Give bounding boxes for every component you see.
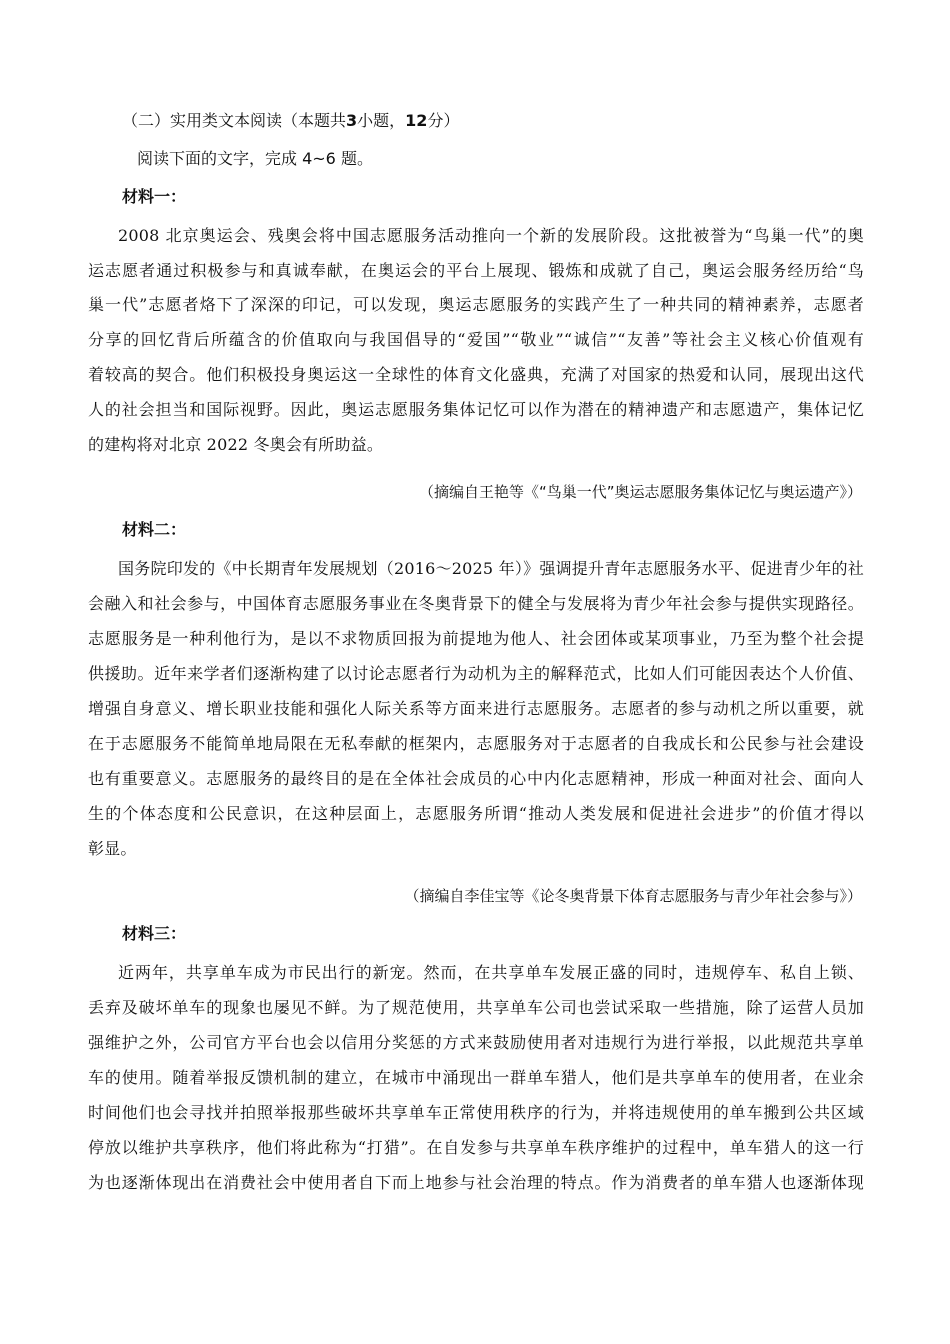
material-1-line: 运志愿者通过积极参与和真诚奉献，在奥运会的平台上展现、锻炼和成就了自己，奥运会服务经历给“鸟 <box>88 261 864 280</box>
material-1-line: 巢一代”志愿者烙下了深深的印记，可以发现，奥运志愿服务的实践产生了一种共同的精神素养，志愿者 <box>88 295 864 314</box>
instruction-prefix: 阅读下面的文字，完成 <box>137 149 303 168</box>
material-2-line: 志愿服务是一种利他行为，是以不求物质回报为前提地为他人、社会团体或某项事业，乃至为整个社会提 <box>88 629 864 648</box>
material-2-line: 彰显。 <box>88 839 137 858</box>
material-3-line: 车的使用。随着举报反馈机制的建立，在城市中涌现出一群单车猎人，他们是共享单车的使用者，在业余 <box>88 1068 864 1087</box>
material-1-line: 人的社会担当和国际视野。因此，奥运志愿服务集体记忆可以作为潜在的精神遗产和志愿遗产，集体记忆 <box>88 400 864 419</box>
material-1-line: 分享的回忆背后所蕴含的价值取向与我国倡导的“爱国”“敬业”“诚信”“友善”等社会主义核心价值观有 <box>88 330 864 349</box>
material-1-line: 的建构将对北京 2022 冬奥会有所助益。 <box>88 435 384 454</box>
material-2-line: 在于志愿服务不能简单地局限在无私奉献的框架内，志愿服务对于志愿者的自我成长和公民参与社会建设 <box>88 734 864 753</box>
material-2-title: 材料二： <box>122 520 187 539</box>
section-header-suffix: 分） <box>427 111 460 130</box>
material-3-line: 时间他们也会寻找并拍照举报那些破坏共享单车正常使用秩序的行为，并将违规使用的单车搬到公共区域 <box>88 1103 864 1122</box>
material-2-line: 也有重要意义。志愿服务的最终目的是在全体社会成员的心中内化志愿精神，形成一种面对社会、面向人 <box>88 769 864 788</box>
material-3-line: 近两年，共享单车成为市民出行的新宠。然而，在共享单车发展正盛的同时，违规停车、私自上锁、 <box>118 963 864 982</box>
material-2-line: 增强自身意义、增长职业技能和强化人际关系等方面来进行志愿服务。志愿者的参与动机之所以重要，就 <box>88 699 864 718</box>
material-2-line: 生的个体态度和公民意识，在这种层面上，志愿服务所谓“推动人类发展和促进社会进步”的价值才得以 <box>88 804 864 823</box>
section-header-points: 12 <box>405 111 428 130</box>
material-3-title: 材料三： <box>122 924 187 943</box>
instruction-suffix: 题。 <box>335 149 373 168</box>
material-3-line: 停放以维护共享秩序，他们将此称为“打猎”。在自发参与共享单车秩序维护的过程中，单车猎人的这一行 <box>88 1138 864 1157</box>
section-header-count: 3 <box>346 111 358 130</box>
material-3-line: 丢弃及破坏单车的现象也屡见不鲜。为了规范使用，共享单车公司也尝试采取一些措施，除了运营人员加 <box>88 998 864 1017</box>
material-2-source: （摘编自李佳宝等《论冬奥背景下体育志愿服务与青少年社会参与》） <box>404 887 862 905</box>
material-3-line: 为也逐渐体现出在消费社会中使用者自下而上地参与社会治理的特点。作为消费者的单车猎人也逐渐体现 <box>88 1173 864 1192</box>
material-1-line: 2008 北京奥运会、残奥会将中国志愿服务活动推向一个新的发展阶段。这批被誉为“鸟巢一代”的奥 <box>118 226 864 245</box>
instruction-range: 4~6 <box>302 149 336 168</box>
section-header-middle: 小题， <box>357 111 406 130</box>
material-3-line: 强维护之外，公司官方平台也会以信用分奖惩的方式来鼓励使用者对违规行为进行举报，以此规范共享单 <box>88 1033 864 1052</box>
material-1-source: （摘编自王艳等《“鸟巢一代”奥运志愿服务集体记忆与奥运遗产》） <box>418 483 862 501</box>
material-2-line: 会融入和社会参与，中国体育志愿服务事业在冬奥背景下的健全与发展将为青少年社会参与提供实现路径。 <box>88 594 864 613</box>
material-2-line: 供援助。近年来学者们逐渐构建了以讨论志愿者行为动机为主的解释范式，比如人们可能因表达个人价值、 <box>88 664 864 683</box>
material-2-line: 国务院印发的《中长期青年发展规划（2016～2025 年）》强调提升青年志愿服务水平、促进青少年的社 <box>118 559 864 578</box>
material-1-line: 着较高的契合。他们积极投身奥运这一全球性的体育文化盛典，充满了对国家的热爱和认同，展现出这代 <box>88 365 864 384</box>
section-header <box>122 111 459 131</box>
material-1-title: 材料一： <box>122 187 187 206</box>
section-header-prefix: （二）实用类文本阅读（本题共 <box>122 111 347 130</box>
instruction <box>137 149 373 169</box>
